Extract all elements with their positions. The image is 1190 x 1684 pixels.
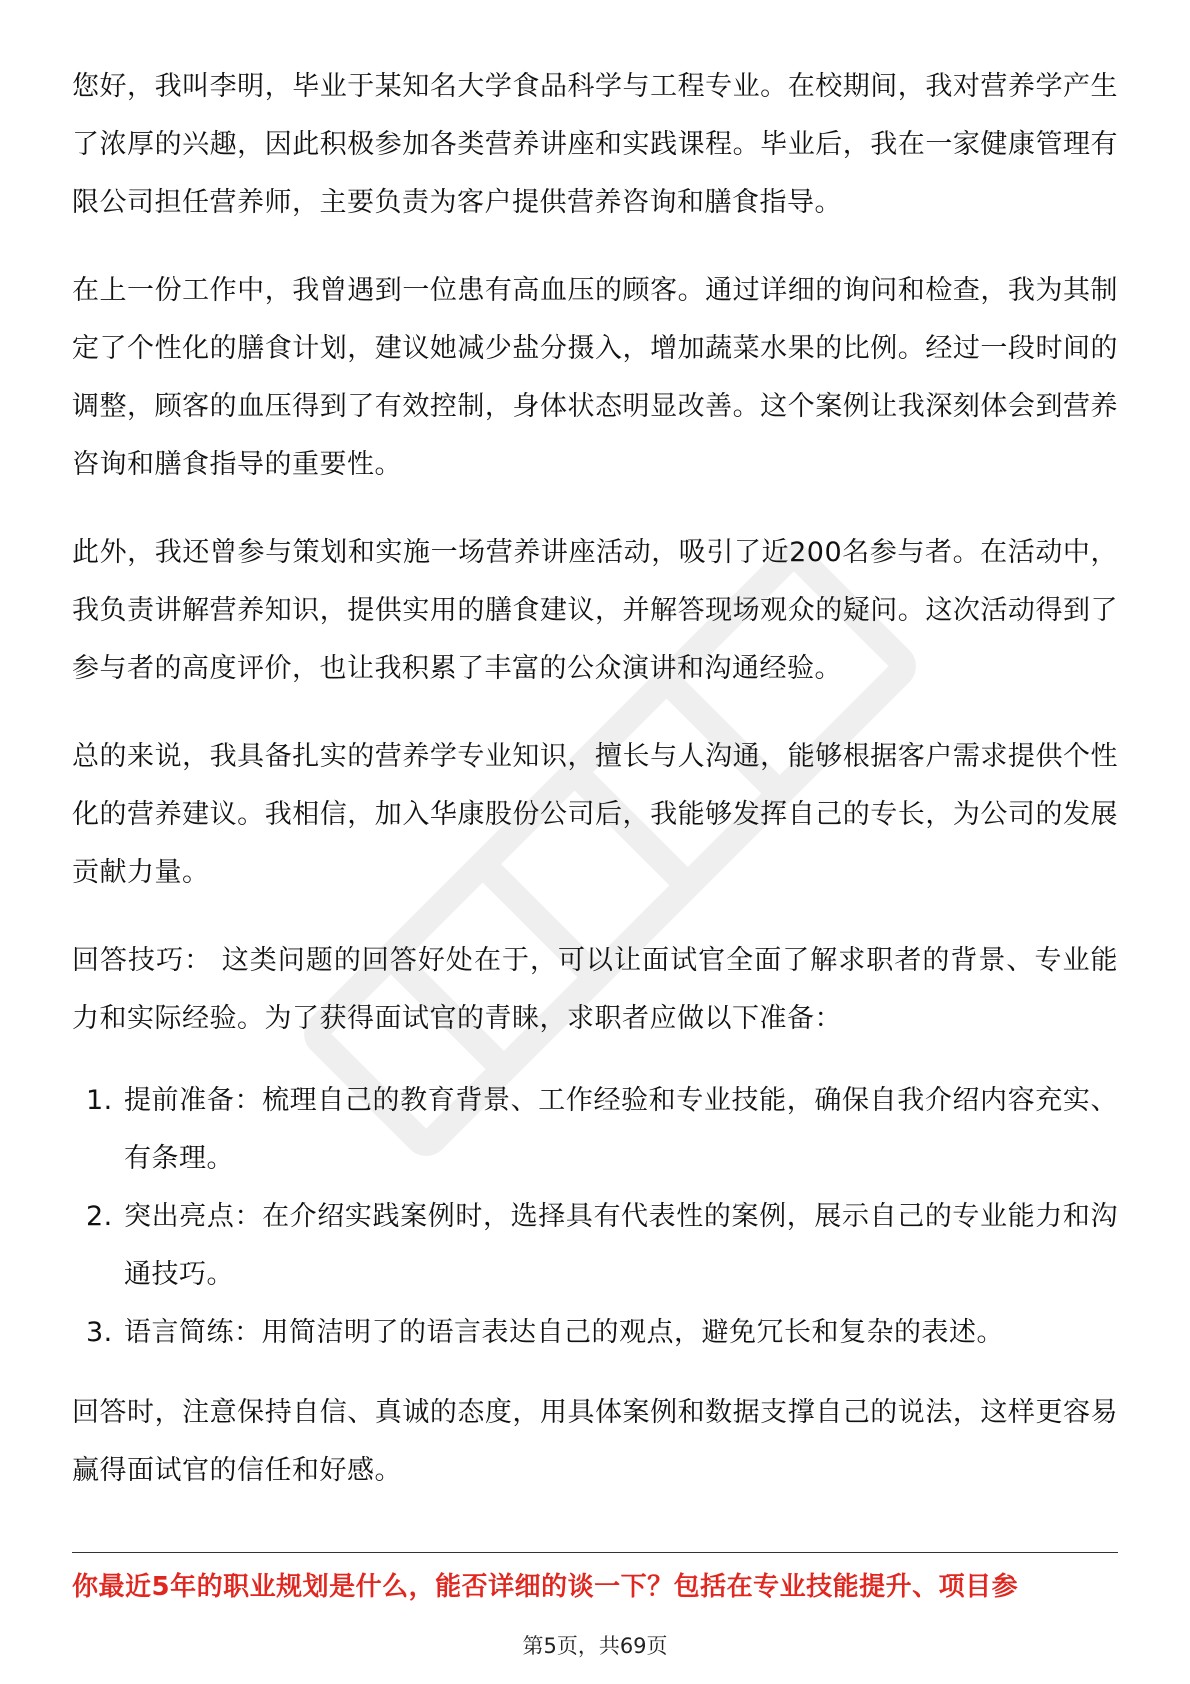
summary-paragraph: 总的来说，我具备扎实的营养学专业知识，擅长与人沟通，能够根据客户需求提供个性化的营养建议。我相信，加入华康股份公司后，我能够发挥自己的专长，为公司的发展贡献力量。	[72, 741, 1118, 888]
document-body	[72, 58, 1118, 1530]
tips-intro-paragraph: 回答技巧： 这类问题的回答好处在于，可以让面试官全面了解求职者的背景、专业能力和实际经验。为了获得面试官的青睐，求职者应做以下准备：	[72, 945, 1118, 1034]
list-item-number: 3.	[86, 1317, 113, 1348]
intro-paragraph: 您好，我叫李明，毕业于某知名大学食品科学与工程专业。在校期间，我对营养学产生了浓厚的兴趣，因此积极参加各类营养讲座和实践课程。毕业后，我在一家健康管理有限公司担任营养师，主要负责为客户提供营养咨询和膳食指导。	[72, 71, 1118, 218]
list-item	[72, 1188, 1118, 1304]
list-item-text: 提前准备：梳理自己的教育背景、工作经验和专业技能，确保自我介绍内容充实、有条理。	[124, 1085, 1118, 1174]
section-divider	[72, 1552, 1118, 1553]
tips-list	[72, 1072, 1118, 1362]
list-item-text: 语言简练：用简洁明了的语言表达自己的观点，避免冗长和复杂的表述。	[124, 1317, 1004, 1348]
event-paragraph: 此外，我还曾参与策划和实施一场营养讲座活动，吸引了近200名参与者。在活动中，我负责讲解营养知识，提供实用的膳食建议，并解答现场观众的疑问。这次活动得到了参与者的高度评价，也让我积累了丰富的公众演讲和沟通经验。	[72, 537, 1118, 684]
list-item-number: 1.	[86, 1085, 113, 1116]
list-item	[72, 1072, 1118, 1188]
page-number: 第5页，共69页	[522, 1634, 668, 1658]
case-paragraph: 在上一份工作中，我曾遇到一位患有高血压的顾客。通过详细的询问和检查，我为其制定了个性化的膳食计划，建议她减少盐分摄入，增加蔬菜水果的比例。经过一段时间的调整，顾客的血压得到了有效控制，身体状态明显改善。这个案例让我深刻体会到营养咨询和膳食指导的重要性。	[72, 275, 1118, 480]
closing-paragraph: 回答时，注意保持自信、真诚的态度，用具体案例和数据支撑自己的说法，这样更容易赢得面试官的信任和好感。	[72, 1397, 1118, 1486]
list-item	[72, 1304, 1118, 1362]
list-item-number: 2.	[86, 1201, 113, 1232]
next-question-heading: 你最近5年的职业规划是什么，能否详细的谈一下？包括在专业技能提升、项目参	[72, 1572, 1019, 1602]
list-item-text: 突出亮点：在介绍实践案例时，选择具有代表性的案例，展示自己的专业能力和沟通技巧。	[124, 1201, 1118, 1290]
